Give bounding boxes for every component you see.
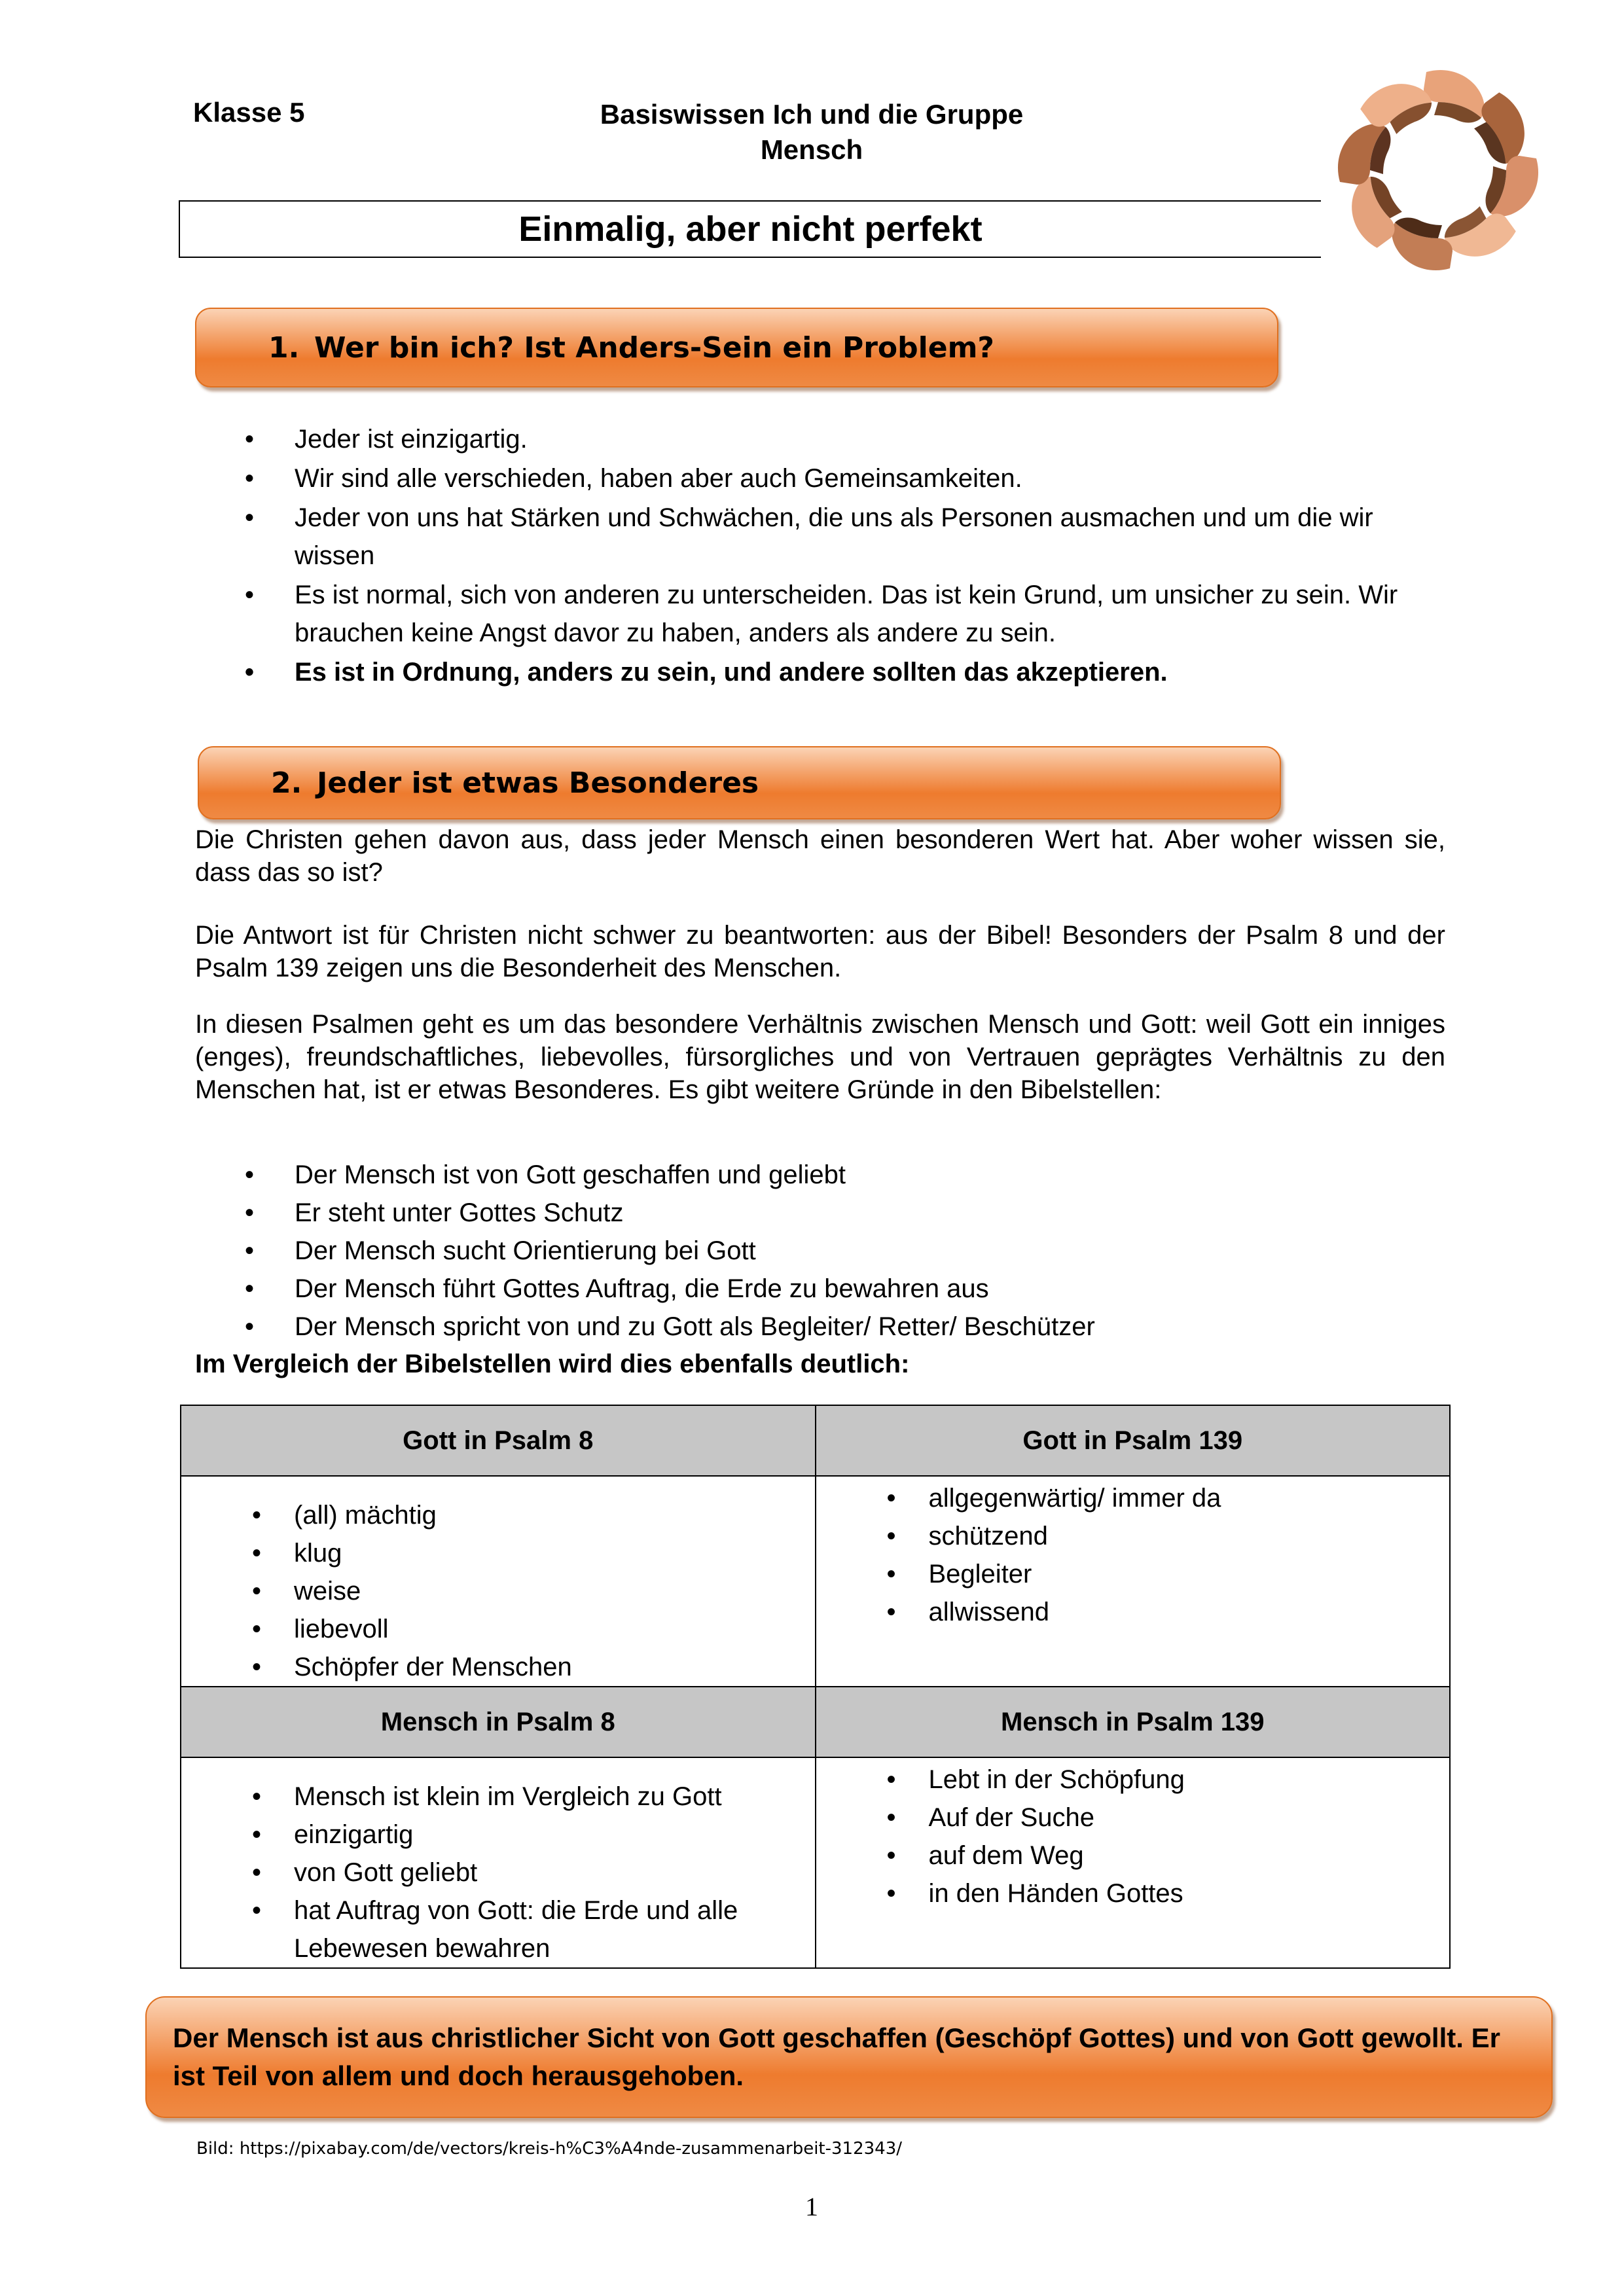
table-header: Gott in Psalm 139	[816, 1405, 1451, 1476]
table-cell-gott-psalm-8	[181, 1476, 816, 1687]
list-item: • auf dem Weg	[816, 1837, 1450, 1874]
list-item: • einzigartig	[181, 1816, 815, 1854]
section-1-heading: Wer bin ich? Ist Anders-Sein ein Problem?	[314, 331, 994, 365]
list-item: • weise	[181, 1572, 815, 1610]
section-1-banner	[195, 308, 1278, 387]
conclusion-banner: Der Mensch ist aus christlicher Sicht von Gott geschaffen (Geschöpf Gottes) und von Gott gewollt. Er ist Teil von allem und doch herausgehoben.	[145, 1996, 1553, 2118]
list-item: • von Gott geliebt	[181, 1854, 815, 1892]
list-item: • allgegenwärtig/ immer da	[816, 1479, 1450, 1517]
paragraph-3: In diesen Psalmen geht es um das besondere Verhältnis zwischen Mensch und Gott: weil Gott ein inniges (enges), freundschaftliches, liebevolles, fürsorgliches und von Vertrauen geprägtes Verhältnis zu den Menschen hat, ist er etwas Besonderes. Es gibt weitere Gründe in den Bibelstellen:	[195, 1010, 1445, 1104]
list-item: • Jeder von uns hat Stärken und Schwächen, die uns als Personen ausmachen und um die wir wissen	[195, 499, 1452, 575]
table-cell-mensch-psalm-8	[181, 1757, 816, 1968]
image-credit: Bild: https://pixabay.com/de/vectors/kreis-h%C3%A4nde-zusammenarbeit-312343/	[196, 2139, 903, 2159]
list-item: • Der Mensch sucht Orientierung bei Gott	[195, 1232, 1452, 1270]
list-item: • Schöpfer der Menschen	[181, 1648, 815, 1686]
class-label: Klasse 5	[193, 97, 305, 128]
table-cell-mensch-psalm-139	[816, 1757, 1451, 1968]
list-item: • Begleiter	[816, 1555, 1450, 1593]
section-2-number: 2.	[271, 766, 302, 800]
section-1-number: 1.	[268, 331, 300, 365]
list-item: • Wir sind alle verschieden, haben aber auch Gemeinsamkeiten.	[195, 459, 1452, 497]
list-item: • schützend	[816, 1517, 1450, 1555]
topic-line-1: Basiswissen Ich und die Gruppe	[600, 99, 1024, 130]
section-1-list	[195, 420, 1452, 692]
table-header: Mensch in Psalm 139	[816, 1687, 1451, 1757]
page-number: 1	[805, 2192, 818, 2221]
circle-of-hands-icon	[1330, 65, 1546, 275]
list-item-bold: • Es ist in Ordnung, anders zu sein, und andere sollten das akzeptieren.	[195, 653, 1452, 691]
list-item: • Der Mensch spricht von und zu Gott als Begleiter/ Retter/ Beschützer	[195, 1308, 1452, 1346]
list-item: • liebevoll	[181, 1610, 815, 1648]
topic-line-2: Mensch	[760, 134, 863, 165]
list-item: • (all) mächtig	[181, 1496, 815, 1534]
page-title: Einmalig, aber nicht perfekt	[179, 200, 1321, 258]
list-item: • Mensch ist klein im Vergleich zu Gott	[181, 1778, 815, 1816]
comparison-intro: Im Vergleich der Bibelstellen wird dies ebenfalls deutlich:	[195, 1350, 910, 1378]
topic-header	[517, 97, 1106, 168]
section-2-heading: Jeder ist etwas Besonderes	[317, 766, 759, 800]
paragraph-2: Die Antwort ist für Christen nicht schwer zu beantworten: aus der Bibel! Besonders der Psalm 8 und der Psalm 139 zeigen uns die Besonderheit des Menschen.	[195, 921, 1445, 982]
table-header: Mensch in Psalm 8	[181, 1687, 816, 1757]
list-item: • in den Händen Gottes	[816, 1874, 1450, 1912]
section-2-banner	[198, 746, 1281, 819]
list-item: • Der Mensch ist von Gott geschaffen und geliebt	[195, 1156, 1452, 1194]
list-item: • klug	[181, 1534, 815, 1572]
table-cell-gott-psalm-139	[816, 1476, 1451, 1687]
section-2-list	[195, 1156, 1452, 1346]
table-header: Gott in Psalm 8	[181, 1405, 816, 1476]
list-item: • allwissend	[816, 1593, 1450, 1631]
list-item: • Lebt in der Schöpfung	[816, 1761, 1450, 1799]
list-item: • Der Mensch führt Gottes Auftrag, die Erde zu bewahren aus	[195, 1270, 1452, 1308]
paragraph-1: Die Christen gehen davon aus, dass jeder Mensch einen besonderen Wert hat. Aber woher wissen sie, dass das so ist?	[195, 825, 1445, 887]
list-item: • Auf der Suche	[816, 1799, 1450, 1837]
comparison-table	[180, 1405, 1451, 1969]
list-item: • Es ist normal, sich von anderen zu unterscheiden. Das ist kein Grund, um unsicher zu sein. Wir brauchen keine Angst davor zu haben, anders als andere zu sein.	[195, 576, 1452, 652]
list-item: • Er steht unter Gottes Schutz	[195, 1194, 1452, 1232]
list-item: • Jeder ist einzigartig.	[195, 420, 1452, 458]
list-item: • hat Auftrag von Gott: die Erde und alle Lebewesen bewahren	[181, 1892, 815, 1967]
